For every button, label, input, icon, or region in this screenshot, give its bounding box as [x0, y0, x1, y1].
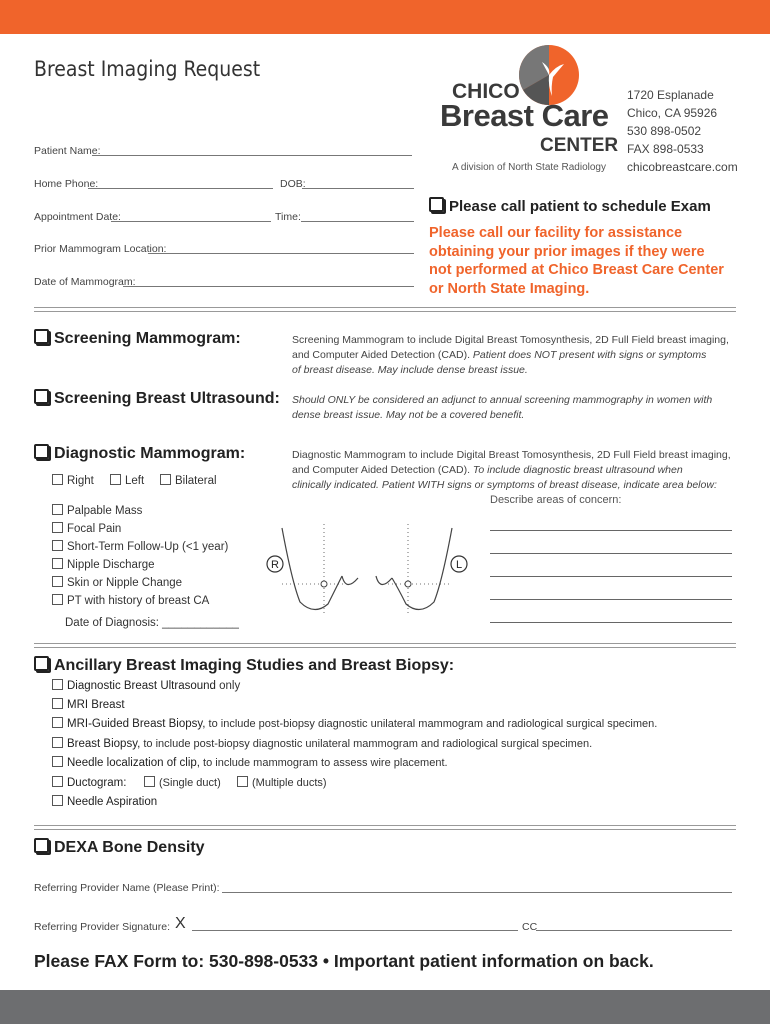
- screening-ultrasound-label: Screening Breast Ultrasound:: [54, 390, 280, 407]
- diagnostic-desc-1: Diagnostic Mammogram to include Digital Breast Tomosynthesis, 2D Full Field breast imaging,: [292, 449, 731, 461]
- skin-change-option[interactable]: [52, 576, 182, 589]
- fax-instruction: Please FAX Form to: 530-898-0533 • Important patient information on back.: [34, 951, 654, 971]
- bilateral-label: Bilateral: [175, 475, 217, 487]
- diag-us-suffix: only: [215, 680, 241, 692]
- concern-line-1[interactable]: [490, 530, 732, 531]
- pt-history-label: PT with history of breast CA: [67, 595, 210, 607]
- side-right-option[interactable]: [52, 474, 94, 487]
- top-accent-bar: [0, 0, 770, 34]
- screening-mammogram-checkbox[interactable]: [34, 329, 49, 344]
- assist-line-2: obtaining your prior images if they were: [429, 243, 705, 260]
- describe-label: Describe areas of concern:: [490, 494, 622, 506]
- patient-name-label: Patient Name:: [34, 145, 101, 157]
- biopsy-option[interactable]: [52, 737, 592, 750]
- cc-label: CC: [522, 921, 538, 933]
- needle-loc-suffix: to include mammogram to assess wire placement.: [199, 757, 448, 769]
- assist-line-3: not performed at Chico Breast Care Center: [429, 262, 724, 278]
- home-phone-field[interactable]: [88, 188, 273, 189]
- diagnostic-desc-3: clinically indicated. Patient WITH signs or symptoms of breast disease, indicate area below:: [292, 479, 717, 491]
- desc-plain: and Computer Aided Detection (CAD).: [292, 349, 473, 361]
- pt-history-option[interactable]: [52, 594, 209, 607]
- bilateral-checkbox[interactable]: [160, 474, 171, 485]
- home-phone-label: Home Phone:: [34, 178, 99, 190]
- nipple-discharge-label: Nipple Discharge: [67, 559, 155, 571]
- short-term-label: Short-Term Follow-Up (<1 year): [67, 541, 229, 553]
- diagnostic-desc-2-plain: and Computer Aided Detection (CAD).: [292, 464, 473, 476]
- schedule-checkbox[interactable]: [429, 197, 444, 212]
- time-field[interactable]: [301, 221, 414, 222]
- diagnostic-mammogram-option[interactable]: [34, 444, 245, 463]
- mri-label: MRI Breast: [67, 699, 125, 711]
- mri-biopsy-suffix: to include post-biopsy diagnostic unilateral mammogram and radiological surgical specimen.: [205, 718, 658, 730]
- screening-ultrasound-option[interactable]: [34, 389, 280, 408]
- mri-biopsy-option[interactable]: [52, 717, 657, 730]
- logo-breast-care: Breast Care: [440, 98, 609, 133]
- provider-signature-field[interactable]: [192, 930, 518, 931]
- screening-mammogram-label: Screening Mammogram:: [54, 330, 241, 347]
- concern-line-2[interactable]: [490, 553, 732, 554]
- ductogram-checkbox[interactable]: [52, 776, 63, 787]
- multiple-ducts-label: (Multiple ducts): [252, 777, 327, 789]
- left-checkbox[interactable]: [110, 474, 121, 485]
- divider: [34, 643, 736, 648]
- dob-label: DOB:: [280, 178, 306, 190]
- mri-biopsy-label: MRI-Guided Breast Biopsy,: [67, 718, 206, 730]
- schedule-label: Please call patient to schedule Exam: [449, 198, 711, 215]
- address-city: Chico, CA 95926: [627, 106, 718, 120]
- provider-signature-label: Referring Provider Signature:: [34, 921, 170, 933]
- focal-option[interactable]: [52, 522, 121, 535]
- needle-asp-checkbox[interactable]: [52, 795, 63, 806]
- bottom-bar: [0, 990, 770, 1024]
- palpable-label: Palpable Mass: [67, 505, 143, 517]
- left-marker-text: L: [455, 559, 463, 571]
- ancillary-label: Ancillary Breast Imaging Studies and Breast Biopsy:: [54, 657, 455, 674]
- screening-mammogram-desc-3: of breast disease. May include dense breast issue.: [292, 364, 528, 376]
- provider-name-field[interactable]: [222, 892, 732, 893]
- logo-division: A division of North State Radiology: [452, 162, 606, 173]
- skin-change-checkbox[interactable]: [52, 576, 63, 587]
- patient-name-field[interactable]: [92, 155, 412, 156]
- divider: [34, 825, 736, 830]
- needle-asp-option[interactable]: [52, 795, 157, 808]
- ancillary-checkbox[interactable]: [34, 656, 49, 671]
- ductogram-option[interactable]: [52, 776, 126, 789]
- appointment-date-field[interactable]: [111, 221, 271, 222]
- nipple-discharge-option[interactable]: [52, 558, 155, 571]
- screening-mammogram-desc-2: [292, 348, 737, 363]
- screening-ultrasound-desc-1: Should ONLY be considered an adjunct to annual screening mammography in women with: [292, 394, 713, 406]
- right-label: Right: [67, 475, 94, 487]
- focal-label: Focal Pain: [67, 523, 122, 535]
- mri-biopsy-checkbox[interactable]: [52, 717, 63, 728]
- pt-history-checkbox[interactable]: [52, 594, 63, 605]
- date-mammogram-label: Date of Mammogram:: [34, 276, 136, 288]
- time-label: Time:: [275, 211, 301, 223]
- single-duct-label: (Single duct): [159, 777, 221, 789]
- diagnostic-desc-2-italic: To include diagnostic breast ultrasound when: [472, 464, 683, 476]
- logo-chico: CHICO: [452, 80, 520, 103]
- mri-checkbox[interactable]: [52, 698, 63, 709]
- prior-location-label: Prior Mammogram Location:: [34, 243, 167, 255]
- address-web: chicobreastcare.com: [627, 160, 738, 174]
- concern-line-4[interactable]: [490, 599, 732, 600]
- diagnostic-mammogram-label: Diagnostic Mammogram:: [54, 445, 246, 462]
- divider: [34, 307, 736, 312]
- concern-line-5[interactable]: [490, 622, 732, 623]
- diag-us-checkbox[interactable]: [52, 679, 63, 690]
- dexa-label: DEXA Bone Density: [54, 839, 205, 856]
- short-term-checkbox[interactable]: [52, 540, 63, 551]
- assist-note: [429, 224, 724, 298]
- screening-mammogram-desc-1: Screening Mammogram to include Digital Breast Tomosynthesis, 2D Full Field breast imaging,: [292, 334, 729, 346]
- short-term-option[interactable]: [52, 540, 228, 553]
- dexa-option[interactable]: [34, 838, 205, 857]
- side-left-option[interactable]: [110, 474, 144, 487]
- right-checkbox[interactable]: [52, 474, 63, 485]
- dexa-checkbox[interactable]: [34, 838, 49, 853]
- cc-field[interactable]: [536, 930, 732, 931]
- address-phone: 530 898-0502: [627, 124, 702, 138]
- date-diagnosis[interactable]: Date of Diagnosis: ____________: [65, 617, 239, 629]
- screening-ultrasound-checkbox[interactable]: [34, 389, 49, 404]
- biopsy-label: Breast Biopsy,: [67, 738, 141, 750]
- address-street: 1720 Esplanade: [627, 88, 714, 102]
- screening-mammogram-option[interactable]: [34, 329, 241, 348]
- single-duct-checkbox[interactable]: [144, 776, 155, 787]
- address-fax: FAX 898-0533: [627, 142, 704, 156]
- diagnostic-desc: [292, 448, 737, 493]
- mri-option[interactable]: [52, 698, 125, 711]
- schedule-exam-option[interactable]: [429, 197, 711, 215]
- date-mammogram-field[interactable]: [123, 286, 414, 287]
- assist-line-1: Please call our facility for assistance: [429, 225, 683, 241]
- needle-loc-checkbox[interactable]: [52, 756, 63, 767]
- palpable-option[interactable]: [52, 504, 142, 517]
- ductogram-label: Ductogram:: [67, 777, 127, 789]
- logo-center: CENTER: [540, 135, 619, 156]
- biopsy-checkbox[interactable]: [52, 737, 63, 748]
- needle-asp-label: Needle Aspiration: [67, 796, 158, 808]
- diagnostic-mammogram-checkbox[interactable]: [34, 444, 49, 459]
- needle-loc-option[interactable]: [52, 756, 448, 769]
- side-bilateral-option[interactable]: [160, 474, 217, 487]
- multiple-ducts-option[interactable]: [237, 776, 327, 789]
- screening-ultrasound-desc-2: dense breast issue. May not be a covered benefit.: [292, 409, 525, 421]
- signature-x: X: [175, 915, 186, 932]
- diag-us-option[interactable]: [52, 679, 240, 692]
- prior-location-field[interactable]: [148, 253, 414, 254]
- screening-ultrasound-desc: [292, 393, 737, 423]
- left-label: Left: [125, 475, 145, 487]
- skin-change-label: Skin or Nipple Change: [67, 577, 183, 589]
- multiple-ducts-checkbox[interactable]: [237, 776, 248, 787]
- provider-name-label: Referring Provider Name (Please Print):: [34, 882, 220, 894]
- screening-mammogram-desc: [292, 333, 737, 378]
- right-marker-text: R: [271, 559, 279, 571]
- logo-mark-icon: [518, 44, 580, 106]
- focal-checkbox[interactable]: [52, 522, 63, 533]
- nipple-discharge-checkbox[interactable]: [52, 558, 63, 569]
- appointment-date-label: Appointment Date:: [34, 211, 121, 223]
- single-duct-option[interactable]: [144, 776, 221, 789]
- assist-line-4: or North State Imaging.: [429, 280, 590, 297]
- desc-italic: Patient does NOT present with signs or symptoms: [472, 349, 707, 361]
- biopsy-suffix: to include post-biopsy diagnostic unilateral mammogram and radiological surgical specimen.: [140, 738, 593, 750]
- dob-field[interactable]: [302, 188, 414, 189]
- breast-diagram[interactable]: [262, 522, 474, 618]
- diag-us-label: Diagnostic Breast Ultrasound: [67, 680, 216, 692]
- page-title: Breast Imaging Request: [34, 57, 261, 81]
- ancillary-option[interactable]: [34, 656, 454, 675]
- needle-loc-label: Needle localization of clip,: [67, 757, 200, 769]
- palpable-checkbox[interactable]: [52, 504, 63, 515]
- concern-line-3[interactable]: [490, 576, 732, 577]
